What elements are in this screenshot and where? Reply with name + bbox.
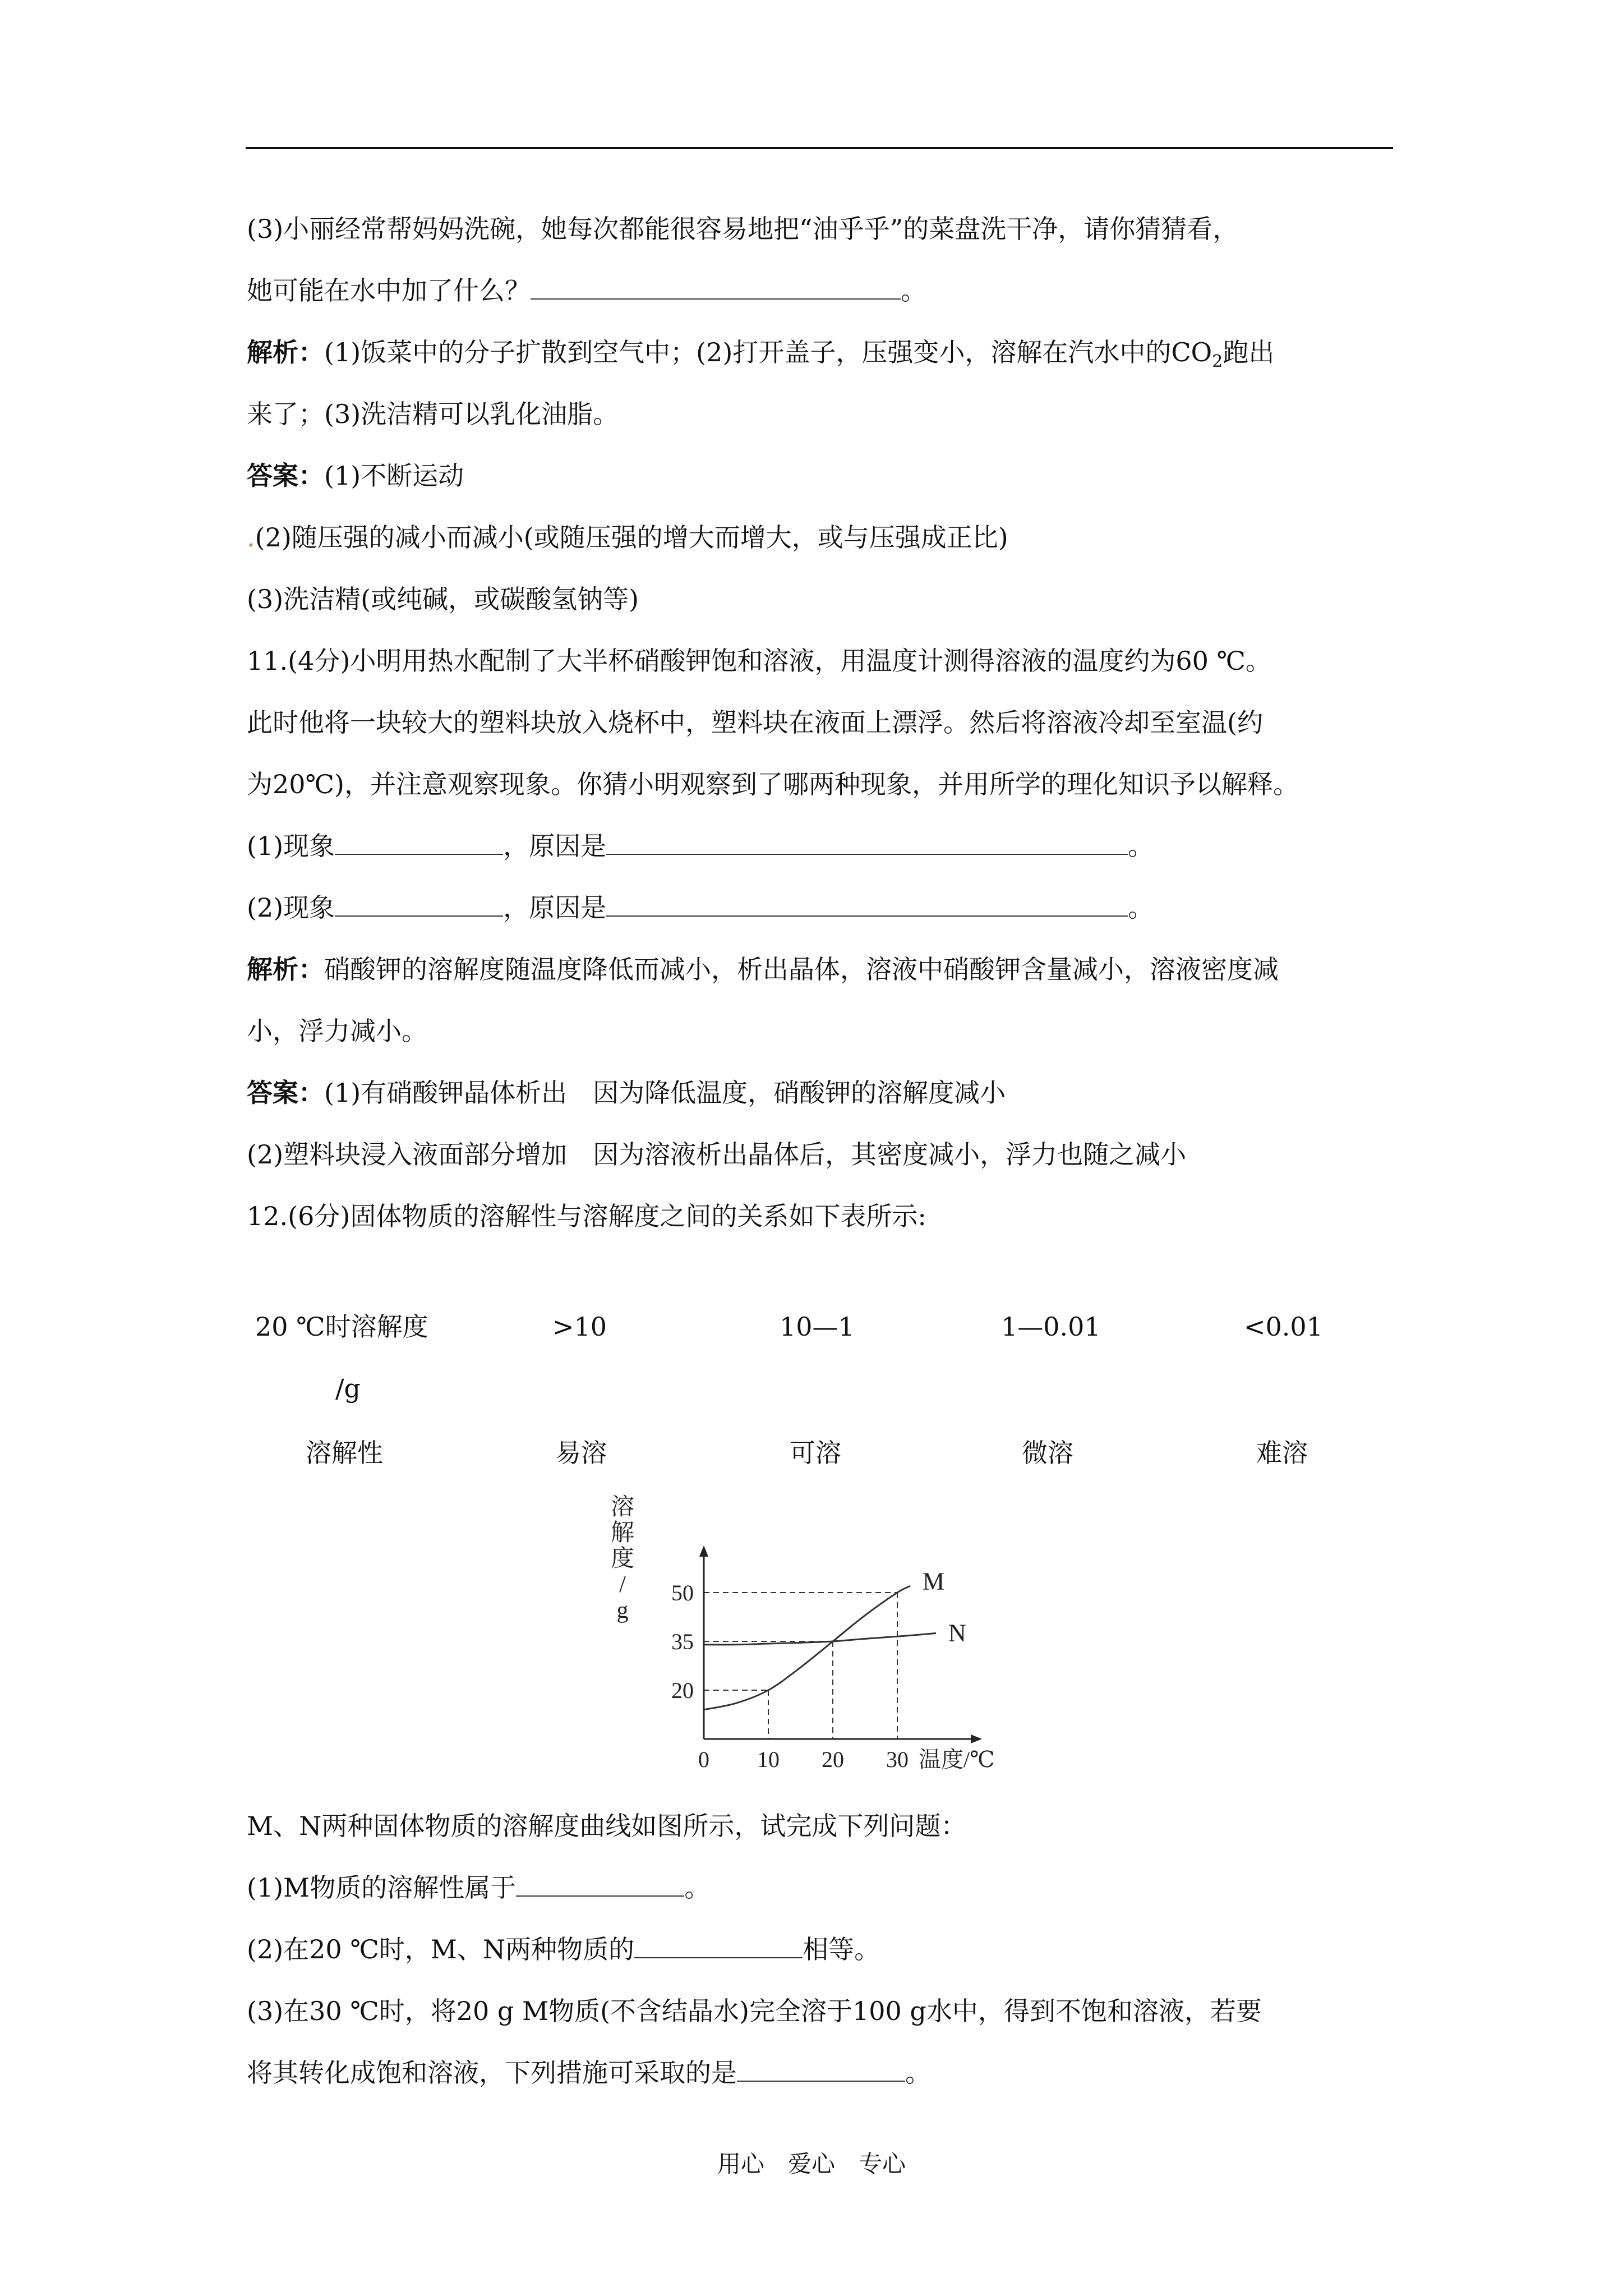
chart-labels bbox=[611, 1494, 995, 1772]
table-cell: 10—1 bbox=[780, 1312, 855, 1342]
q12-part1: (1)M物质的溶解性属于 。 bbox=[247, 1872, 711, 1903]
table-cell: <0.01 bbox=[1244, 1312, 1323, 1342]
y-tick-label: 50 bbox=[671, 1580, 694, 1605]
series-m-line bbox=[704, 1586, 910, 1709]
q10-part3-line2: 她可能在水中加了什么？ 。 bbox=[247, 275, 926, 306]
reason-blank-1[interactable] bbox=[606, 831, 1128, 855]
answer-label: 答案： bbox=[247, 1078, 324, 1108]
y-axis-title-char: 度 bbox=[610, 1546, 635, 1572]
q11-answer-line2: (2)塑料块浸入液面部分增加 因为溶液析出晶体后，其密度减小，浮力也随之减小 bbox=[247, 1139, 1187, 1170]
y-axis-title-char: 解 bbox=[610, 1520, 635, 1546]
series-n-label: N bbox=[948, 1619, 966, 1647]
q11-part2: (2)现象 ，原因是 。 bbox=[247, 892, 1154, 923]
answer-blank[interactable] bbox=[634, 1935, 803, 1958]
table-cell: 可溶 bbox=[790, 1438, 841, 1468]
q10-analysis-line2: 来了；(3)洗洁精可以乳化油脂。 bbox=[247, 399, 619, 429]
table-header-unit: /g bbox=[335, 1373, 361, 1404]
x-axis-title: 温度/℃ bbox=[919, 1747, 995, 1772]
q10-answer-line3: (3)洗洁精(或纯碱，或碳酸氢钠等) bbox=[247, 584, 639, 614]
answer-blank[interactable] bbox=[737, 2058, 905, 2082]
header-rule bbox=[246, 147, 1393, 149]
table-cell: 难溶 bbox=[1256, 1438, 1308, 1468]
q11-part1: (1)现象 ，原因是 。 bbox=[247, 831, 1154, 861]
q12-part3-line2: 将其转化成饱和溶液，下列措施可采取的是 。 bbox=[247, 2058, 931, 2088]
q11-analysis-line1: 解析：硝酸钾的溶解度随温度降低而减小，析出晶体，溶液中硝酸钾含量减小，溶液密度减 bbox=[247, 954, 1279, 984]
q10-analysis-line1: 解析：(1)饭菜中的分子扩散到空气中；(2)打开盖子，压强变小，溶解在汽水中的$CO_2$跑出 bbox=[247, 337, 1275, 372]
q11-answer-line1: 答案：(1)有硝酸钾晶体析出 因为降低温度，硝酸钾的溶解度减小 bbox=[247, 1078, 1006, 1108]
table-header-solubility: 溶解性 bbox=[306, 1438, 383, 1468]
x-axis-arrow bbox=[971, 1734, 982, 1743]
chart-guides bbox=[704, 1593, 897, 1739]
analysis-label: 解析： bbox=[247, 337, 324, 367]
y-axis-title-char: / bbox=[619, 1572, 626, 1598]
y-axis-arrow bbox=[699, 1545, 708, 1557]
answer-blank[interactable] bbox=[516, 1873, 684, 1897]
q12-part2: (2)在20 ℃时，M、N两种物质的 相等。 bbox=[247, 1934, 880, 1964]
x-tick-label: 0 bbox=[698, 1747, 709, 1772]
q11-analysis-line2: 小，浮力减小。 bbox=[247, 1016, 427, 1046]
y-axis-title-char: 溶 bbox=[610, 1494, 635, 1520]
analysis-label: 解析： bbox=[247, 954, 324, 984]
x-tick-label: 10 bbox=[757, 1747, 780, 1772]
answer-label: 答案： bbox=[247, 461, 324, 491]
q11-stem-line1: 11.(4分)小明用热水配制了大半杯硝酸钾饱和溶液，用温度计测得溶液的温度约为60 ℃。 bbox=[247, 646, 1271, 676]
q12-stem: 12.(6分)固体物质的溶解性与溶解度之间的关系如下表所示: bbox=[247, 1201, 926, 1231]
solubility-curve-chart bbox=[600, 1492, 1026, 1784]
q12-part3-line1: (3)在30 ℃时，将20 g M物质(不含结晶水)完全溶于100 g水中，得到不饱和溶液，若要 bbox=[247, 1996, 1262, 2026]
table-header-solubility-value: 20 ℃时溶解度 bbox=[255, 1312, 428, 1342]
q10-answer-line2: .(2)随压强的减小而减小(或随压强的增大而增大，或与压强成正比) bbox=[247, 522, 1008, 553]
x-tick-label: 20 bbox=[822, 1747, 844, 1772]
phenomenon-blank-2[interactable] bbox=[335, 893, 503, 917]
phenomenon-blank-1[interactable] bbox=[335, 831, 503, 855]
y-tick-label: 35 bbox=[671, 1629, 694, 1654]
series-n-line bbox=[704, 1634, 936, 1645]
table-cell: 1—0.01 bbox=[1001, 1312, 1101, 1342]
q10-answer-line1: 答案：(1)不断运动 bbox=[247, 461, 464, 491]
chart-lines bbox=[704, 1586, 936, 1709]
table-cell: 微溶 bbox=[1022, 1438, 1073, 1468]
q11-stem-line2: 此时他将一块较大的塑料块放入烧杯中，塑料块在液面上漂浮。然后将溶液冷却至室温(约 bbox=[247, 707, 1263, 738]
q11-stem-line3: 为20℃)，并注意观察现象。你猜小明观察到了哪两种现象，并用所学的理化知识予以解释。 bbox=[247, 769, 1299, 799]
series-m-label: M bbox=[923, 1567, 945, 1595]
page-footer: 用心 爱心 专心 bbox=[717, 2150, 906, 2178]
y-axis-title-char: g bbox=[616, 1598, 629, 1623]
reason-blank-2[interactable] bbox=[606, 893, 1128, 917]
q10-part3-line1: (3)小丽经常帮妈妈洗碗，她每次都能很容易地把“油乎乎”的菜盘洗干净，请你猜猜看， bbox=[247, 214, 1239, 244]
table-cell: 易溶 bbox=[555, 1438, 607, 1468]
q12-chart-caption: M、N两种固体物质的溶解度曲线如图所示，试完成下列问题： bbox=[247, 1811, 967, 1841]
x-tick-label: 30 bbox=[886, 1747, 909, 1772]
answer-blank[interactable] bbox=[531, 276, 901, 300]
y-tick-label: 20 bbox=[671, 1678, 694, 1703]
table-cell: >10 bbox=[552, 1312, 607, 1342]
